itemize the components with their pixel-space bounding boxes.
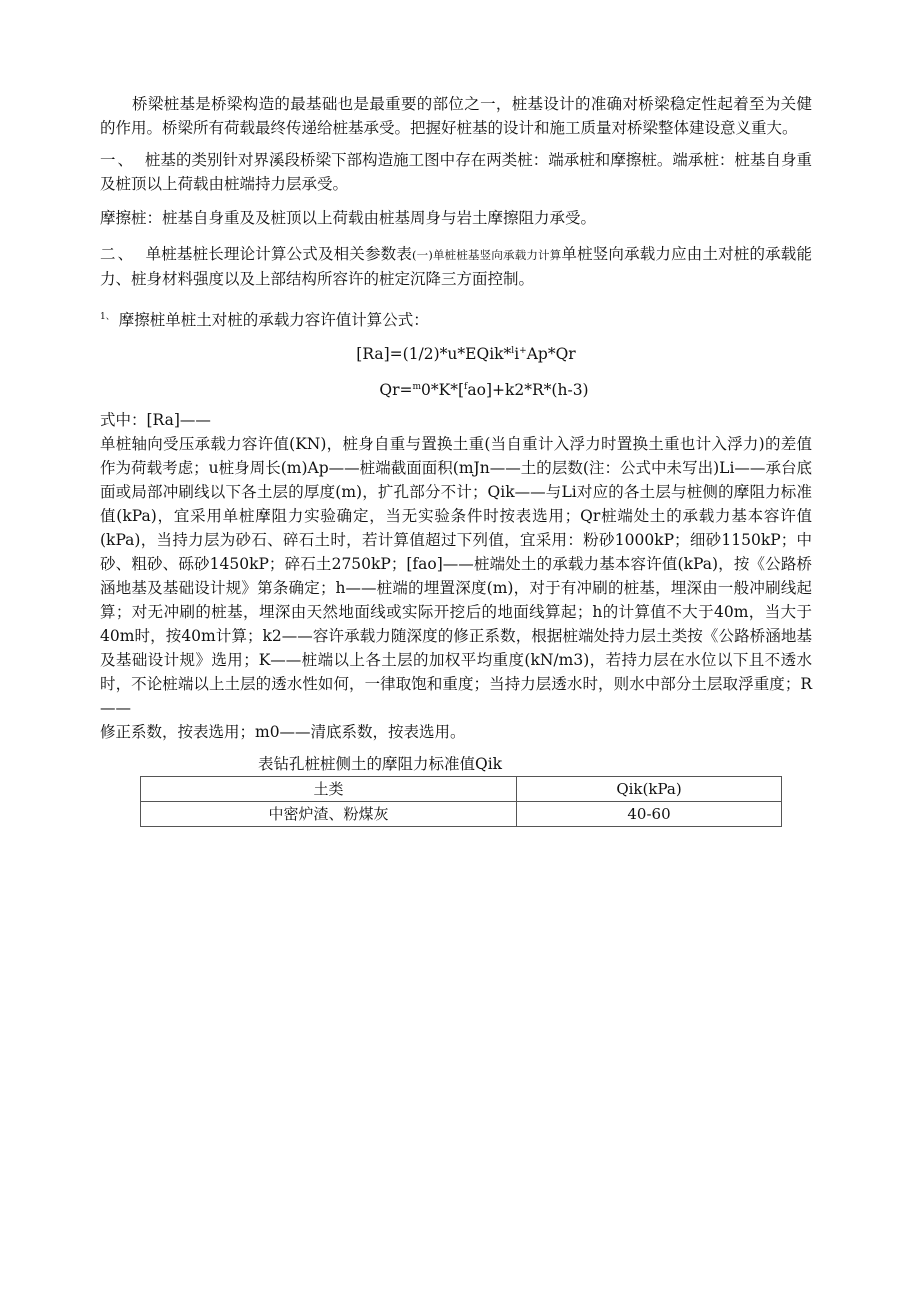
formula-qr [100, 378, 812, 402]
formula-qr-sup2: f [464, 382, 468, 392]
section-1-number: 一、 [100, 151, 136, 169]
formula-ra-sup2: + [519, 346, 527, 356]
section-2-lead: 单桩基桩长理论计算公式及相关参数表 [145, 245, 412, 263]
formula-qr-part-b: 0*K*[ [421, 381, 465, 400]
section-1-text: 桩基的类别针对界溪段桥梁下部构造施工图中存在两类桩：端承桩和摩擦桩。端承桩：桩基自身重及桩顶以上荷载由桩端持力层承受。 [100, 151, 812, 193]
formula-ra-part-c: Ap*Qr [526, 345, 576, 364]
formula-qr-part-a: Qr= [379, 381, 413, 400]
intro-paragraph: 桥梁桩基是桥梁构造的最基础也是最重要的部位之一，桩基设计的准确对桥梁稳定性起着至为关健的作用。桥梁所有荷载最终传递给桩基承受。把握好桩基的设计和施工质量对桥梁整体建设意义重大。 [100, 95, 812, 137]
explanation-ending: 修正系数，按表选用；m0——清底系数，按表选用。 [100, 723, 466, 742]
section-1 [100, 148, 812, 196]
friction-pile-paragraph: 摩擦桩：桩基自身重及及桩顶以上荷载由桩基周身与岩土摩擦阻力承受。 [100, 209, 597, 227]
table-cell: 中密炉渣、粉煤灰 [141, 802, 517, 827]
formula-ra-sup: l [511, 346, 515, 356]
friction-table [140, 776, 782, 827]
formula-ra-part-a: [Ra]=(1/2)*u*EQik* [356, 345, 512, 364]
table-cell: 40-60 [517, 802, 782, 827]
document-page [100, 92, 812, 827]
explanation-body: 单桩轴向受压承载力容许值(KN)，桩身自重与置换土重(当自重计入浮力时置换土重也计入浮力)的差值作为荷载考虑；u桩身周长(m)Ap——桩端截面面积(mJn——土的层数(注：公式中未写出)Li——承台底面或局部冲刷线以下各土层的厚度(m)，扩孔部分不计；Qik——与Li对应的各土层与桩侧的摩阻力标准值(kPa)，宜采用单桩摩阻力实验确定，当无实验条件时按表选用；Qr桩端处土的承载力基本容许值(kPa)，当持力层为砂石、碎石土时，若计算值超过下列值，宜采用：粉砂1000kP；细砂1150kP；中砂、粗砂、砾砂1450kP；碎石土2750kP；[fao]——桩端处土的承载力基本容许值(kPa)，按《公路桥涵地基及基础设计规》第条确定；h——桩端的埋置深度(m)，对于有冲刷的桩基，埋深由一般冲刷线起算；对无冲刷的桩基，埋深由天然地面线或实际开挖后的地面线算起；h的计算值不大于40m，当大于40m时，按40m计算；k2——容许承载力随深度的修正系数，根据桩端处持力层土类按《公路桥涵地基及基础设计规》选用；K——桩端以上各土层的加权平均重度(kN/m3)，若持力层在水位以下且不透水时，不论桩端以上土层的透水性如何，一律取饱和重度；当持力层透水时，则水中部分土层取浮重度；R—— [100, 435, 812, 718]
table-header-row [141, 777, 782, 802]
item-1-index: 1、 [100, 312, 115, 322]
formula-ra-part-b: i [514, 345, 520, 364]
table-header-cell: Qik(kPa) [517, 777, 782, 802]
item-1-text: 摩擦桩单桩土对桩的承载力容许值计算公式： [118, 311, 429, 330]
where-label: 式中：[Ra]—— [100, 411, 211, 430]
formula-qr-part-c: ao]+k2*R*(h-3) [467, 381, 589, 400]
item-1 [100, 305, 812, 332]
table-title: 表钻孔桩桩侧土的摩阻力标准值Qik [258, 755, 503, 774]
formula-qr-sup: m [412, 382, 422, 392]
section-2-subheading: (一)单桩桩基竖向承载力计算 [412, 248, 562, 262]
section-2-number: 二、 [100, 245, 136, 263]
section-2 [100, 242, 812, 291]
formula-ra [100, 342, 812, 366]
table-row [141, 802, 782, 827]
section-2-text: 单桩竖向承载力应由土对桩的承载能力、桩身材料强度以及上部结构所容许的桩定沉降三方面控制。 [100, 245, 812, 288]
table-header-cell: 土类 [141, 777, 517, 802]
